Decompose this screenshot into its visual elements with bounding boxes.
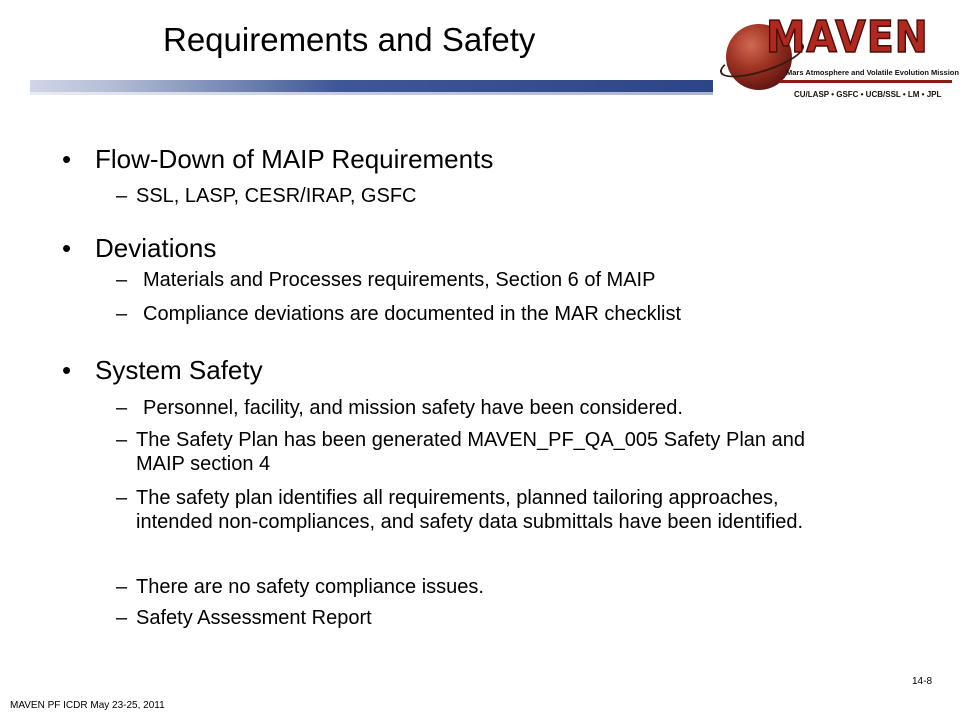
logo-wordmark: MAVEN	[766, 12, 929, 63]
page-number: 14-8	[912, 676, 933, 687]
dash-icon: –	[116, 303, 128, 325]
list-item: Compliance deviations are documented in the MAR checklist	[143, 303, 682, 325]
dash-icon: –	[116, 429, 128, 451]
dash-icon: –	[116, 269, 128, 291]
logo-divider	[780, 80, 952, 83]
list-item: Materials and Processes requirements, Section 6 of MAIP	[143, 269, 656, 291]
list-item: The safety plan identifies all requirements, planned tailoring approaches, intended non-compliances, and safety data submittals have been identified.	[136, 487, 804, 533]
bullet-icon: •	[62, 233, 72, 263]
title-underline-bar	[30, 80, 713, 92]
list-item: Safety Assessment Report	[136, 607, 372, 629]
section-heading: Flow-Down of MAIP Requirements	[95, 144, 494, 174]
list-item: The Safety Plan has been generated MAVEN_PF_QA_005 Safety Plan and MAIP section 4	[136, 429, 805, 475]
dash-icon: –	[116, 185, 128, 207]
bullet-icon: •	[62, 144, 72, 174]
logo-subtitle: Mars Atmosphere and Volatile Evolution Mission	[786, 68, 959, 77]
maven-logo	[724, 10, 959, 110]
list-item: There are no safety compliance issues.	[136, 576, 484, 598]
list-item: Personnel, facility, and mission safety have been considered.	[143, 397, 683, 419]
dash-icon: –	[116, 397, 128, 419]
section-heading: System Safety	[95, 355, 263, 385]
title-underline-shadow	[30, 92, 713, 95]
list-item: SSL, LASP, CESR/IRAP, GSFC	[136, 185, 417, 207]
bullet-icon: •	[62, 355, 72, 385]
dash-icon: –	[116, 487, 128, 509]
dash-icon: –	[116, 607, 128, 629]
logo-partners: CU/LASP • GSFC • UCB/SSL • LM • JPL	[794, 90, 942, 99]
section-heading: Deviations	[95, 233, 217, 263]
slide-title: Requirements and Safety	[163, 21, 536, 58]
footer-text: MAVEN PF ICDR May 23-25, 2011	[10, 700, 165, 711]
dash-icon: –	[116, 576, 128, 598]
